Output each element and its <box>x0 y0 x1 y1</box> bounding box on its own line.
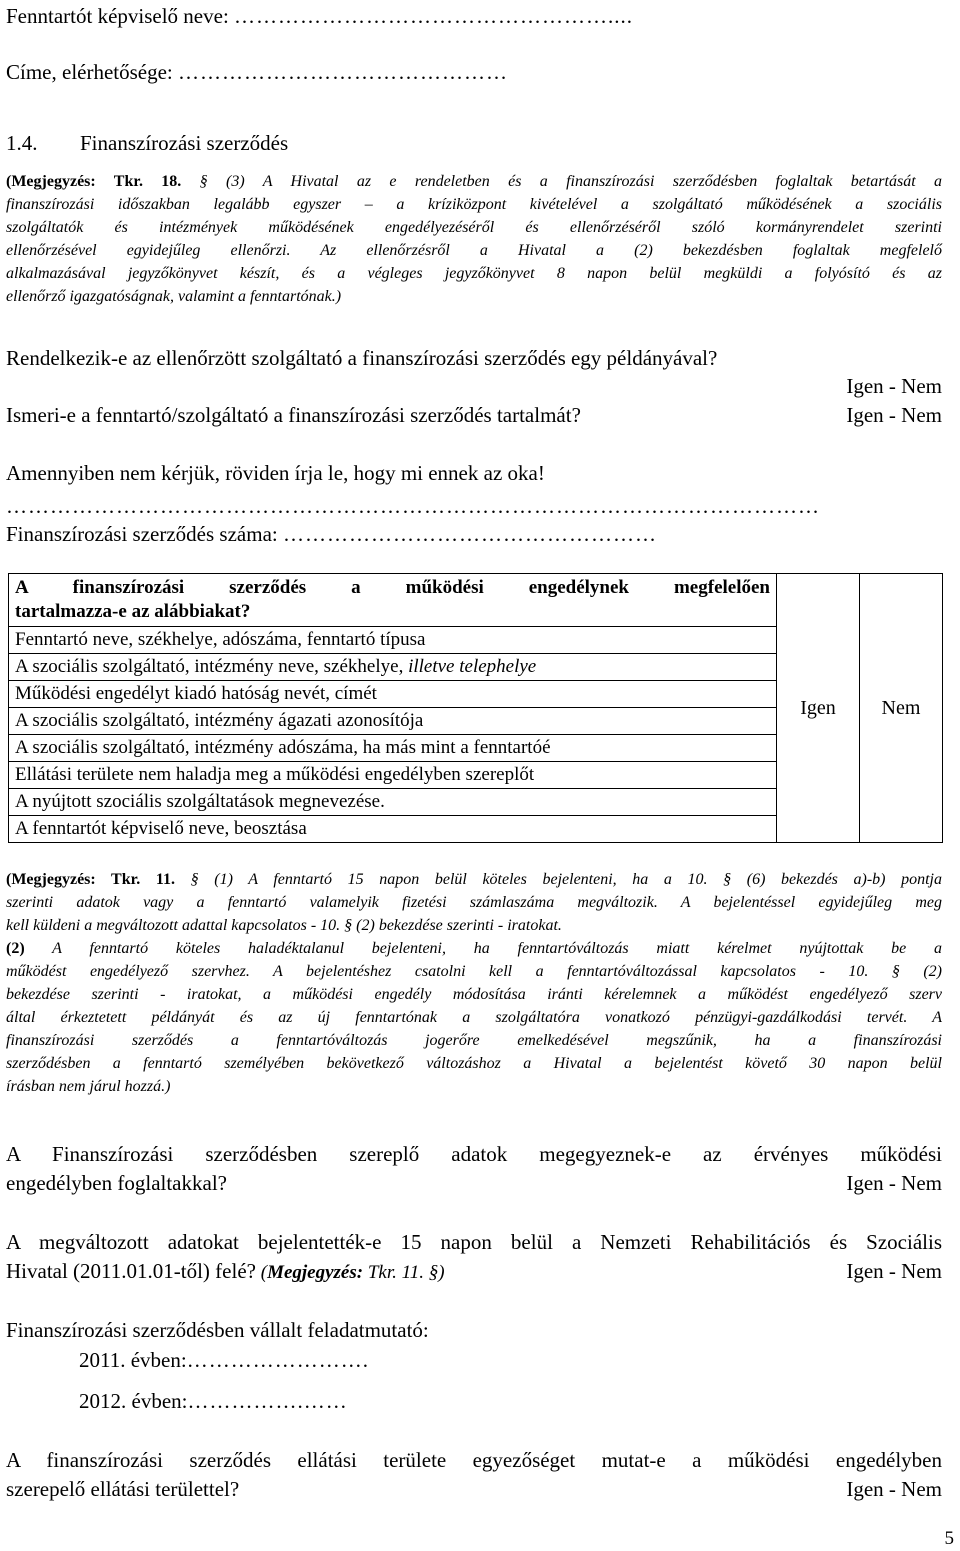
answer-data-match[interactable]: Igen - Nem <box>846 1171 942 1195</box>
note2-line1: § (1) A fenntartó 15 napon belül köteles bejelenteni, ha a 10. § (6) bekezdés a)-b) pontja <box>175 871 943 888</box>
row-label: A fenntartót képviselő neve, beosztása <box>15 818 307 839</box>
question-area-match-line2: szerepelő ellátási területtel? <box>6 1477 240 1501</box>
representative-label: Fenntartót képviselő neve: <box>6 4 229 28</box>
row-label: A nyújtott szociális szolgáltatások megnevezése. <box>15 791 385 812</box>
indicator-2011-dots[interactable]: ……………………. <box>186 1348 369 1372</box>
note1-line3: szolgáltatók és intézmények működésének engedélyezéséről és ellenőrzéséről szóló kormányrendelet szerinti <box>6 219 942 236</box>
change-report-note-rest: Tkr. 11. §) <box>363 1262 445 1283</box>
legal-note-tkr18 <box>6 170 942 308</box>
section-heading <box>6 131 288 155</box>
note2-line10: írásban nem járul hozzá.) <box>6 1078 171 1095</box>
row-label: A szociális szolgáltató, intézmény neve, székhelye, <box>15 656 409 677</box>
column-yes: Igen <box>777 574 860 843</box>
row-label: A szociális szolgáltató, intézmény adószáma, ha más mint a fenntartóé <box>15 737 551 758</box>
row-label-italic: illetve telephelye <box>408 656 537 677</box>
note1-line4: ellenőrzésével egyidejűleg ellenőrzi. Az ellenőrzésről a Hivatal a (2) bekezdésben foglaltak megfelelő <box>6 242 942 259</box>
row-label: A szociális szolgáltató, intézmény ágazati azonosítója <box>15 710 424 731</box>
answer-area-match[interactable]: Igen - Nem <box>846 1477 942 1501</box>
answer-change-report[interactable]: Igen - Nem <box>846 1259 942 1283</box>
indicator-2012-label: 2012. évben: <box>79 1389 188 1413</box>
answer-contract-content[interactable]: Igen - Nem <box>846 403 942 427</box>
row-label: Fenntartó neve, székhelye, adószáma, fenntartó típusa <box>15 629 426 650</box>
note2-line3: kell küldeni a megváltozott adattal kapcsolatos - 10. § (2) bekezdése szerinti - iratokat. <box>6 917 562 934</box>
question-contract-content: Ismeri-e a fenntartó/szolgáltató a finanszírozási szerződés tartalmát? <box>6 403 581 427</box>
note2-line6: bekezdése szerinti - iratokat, a működési engedély módosítása iránti kérelemnek a működést engedélyező szerv <box>6 986 942 1003</box>
indicator-2011 <box>79 1348 369 1372</box>
indicator-2012 <box>79 1389 348 1413</box>
question-change-report-line2 <box>6 1259 445 1285</box>
row-label: Működési engedélyt kiadó hatóság nevét, címét <box>15 683 377 704</box>
contract-number-field <box>6 522 657 546</box>
question-area-match-line1: A finanszírozási szerződés ellátási területe egyezőséget mutat-e a működési engedélyben <box>6 1448 942 1472</box>
contract-checklist-table <box>8 573 943 843</box>
checklist-question <box>9 574 777 627</box>
note1-ref: (Megjegyzés: Tkr. 18. <box>6 173 182 190</box>
note2-line8: finanszírozási szerződés a fenntartóváltozás jogerőre emelkedésével megszűnik, ha a finanszírozási <box>6 1032 942 1049</box>
address-dots: ……………………………………… <box>178 60 509 84</box>
representative-field <box>6 4 633 28</box>
note2-line4: A fenntartó köteles haladéktalanul bejelenteni, ha fenntartóváltozás miatt kérelmet nyújtottak be a <box>24 940 942 957</box>
address-field <box>6 60 508 84</box>
reason-dots[interactable]: ………………………………………………………………………………………………… <box>6 494 820 518</box>
column-no: Nem <box>860 574 943 843</box>
legal-note-tkr11 <box>6 868 942 1098</box>
answer-contract-copy[interactable]: Igen - Nem <box>846 374 942 398</box>
note2-line7: által érkeztetett példányát és az új fenntartónak a szolgáltatóra vonatkozó pénzügyi-gazdálkodási tervét. A <box>6 1009 942 1026</box>
note2-ref: (Megjegyzés: Tkr. 11. <box>6 871 175 888</box>
table-header-row <box>9 574 943 627</box>
question-data-match-line2: engedélyben foglaltakkal? <box>6 1171 227 1195</box>
contract-number-label: Finanszírozási szerződés száma: <box>6 522 278 546</box>
note1-line5: alkalmazásával jegyzőkönyvet készít, és a végleges jegyzőkönyvet 8 napon belül megküldi a folyósító és az <box>6 265 942 282</box>
change-report-note-bold: Megjegyzés: <box>267 1262 364 1283</box>
indicator-2012-dots[interactable]: …………….…… <box>187 1389 348 1413</box>
question-reason: Amennyiben nem kérjük, röviden írja le, hogy mi ennek az oka! <box>6 461 545 485</box>
checklist-question-line1: A finanszírozási szerződés a működési engedélynek megfelelően <box>15 577 770 598</box>
note1-line6: ellenőrző igazgatóságnak, valamint a fenntartónak.) <box>6 288 342 305</box>
change-report-note: (Megjegyzés: Tkr. 11. §) <box>255 1262 445 1283</box>
note2-line5: működést engedélyező szervhez. A bejelentéshez csatolni kell a fenntartóváltozással kapcsolatos - 10. § (2) <box>6 963 942 980</box>
representative-dots: …………………………………………….... <box>234 4 634 28</box>
question-data-match-line1: A Finanszírozási szerződésben szereplő adatok megegyeznek-e az érvényes működési <box>6 1142 942 1166</box>
row-label: Ellátási területe nem haladja meg a működési engedélyben szereplőt <box>15 764 535 785</box>
question-change-report-text: Hivatal (2011.01.01-től) felé? <box>6 1259 256 1283</box>
note2-line9: szerződésben a fenntartó személyében bekövetkező változáshoz a Hivatal a bejelentést követő 30 napon belül <box>6 1055 942 1072</box>
section-title: Finanszírozási szerződés <box>80 131 289 155</box>
indicator-2011-label: 2011. évben: <box>79 1348 187 1372</box>
section-number: 1.4. <box>6 131 38 155</box>
contract-number-dots[interactable]: …………………………………………… <box>282 522 657 546</box>
note2-line2: szerinti adatok vagy a fenntartó valamelyik fizetési számlaszáma megváltozik. A bejelentéssel egyidejűleg meg <box>6 894 942 911</box>
indicator-label: Finanszírozási szerződésben vállalt feladatmutató: <box>6 1318 429 1342</box>
note1-line2: finanszírozási időszakban legalább egyszer – a kríziközpont kivételével a szolgáltató működésének a szociális <box>6 196 942 213</box>
checklist-question-line2: tartalmazza-e az alábbiakat? <box>15 601 251 622</box>
page-number: 5 <box>944 1528 954 1549</box>
question-change-report-line1: A megváltozott adatokat bejelentették-e 15 napon belül a Nemzeti Rehabilitációs és Szociális <box>6 1230 942 1254</box>
note1-line1: § (3) A Hivatal az e rendeletben és a finanszírozási szerződésben foglaltak betartását a <box>181 173 942 190</box>
question-contract-copy: Rendelkezik-e az ellenőrzött szolgáltató a finanszírozási szerződés egy példányával? <box>6 346 718 370</box>
note2-para2-ref: (2) <box>6 940 25 957</box>
address-label: Címe, elérhetősége: <box>6 60 173 84</box>
